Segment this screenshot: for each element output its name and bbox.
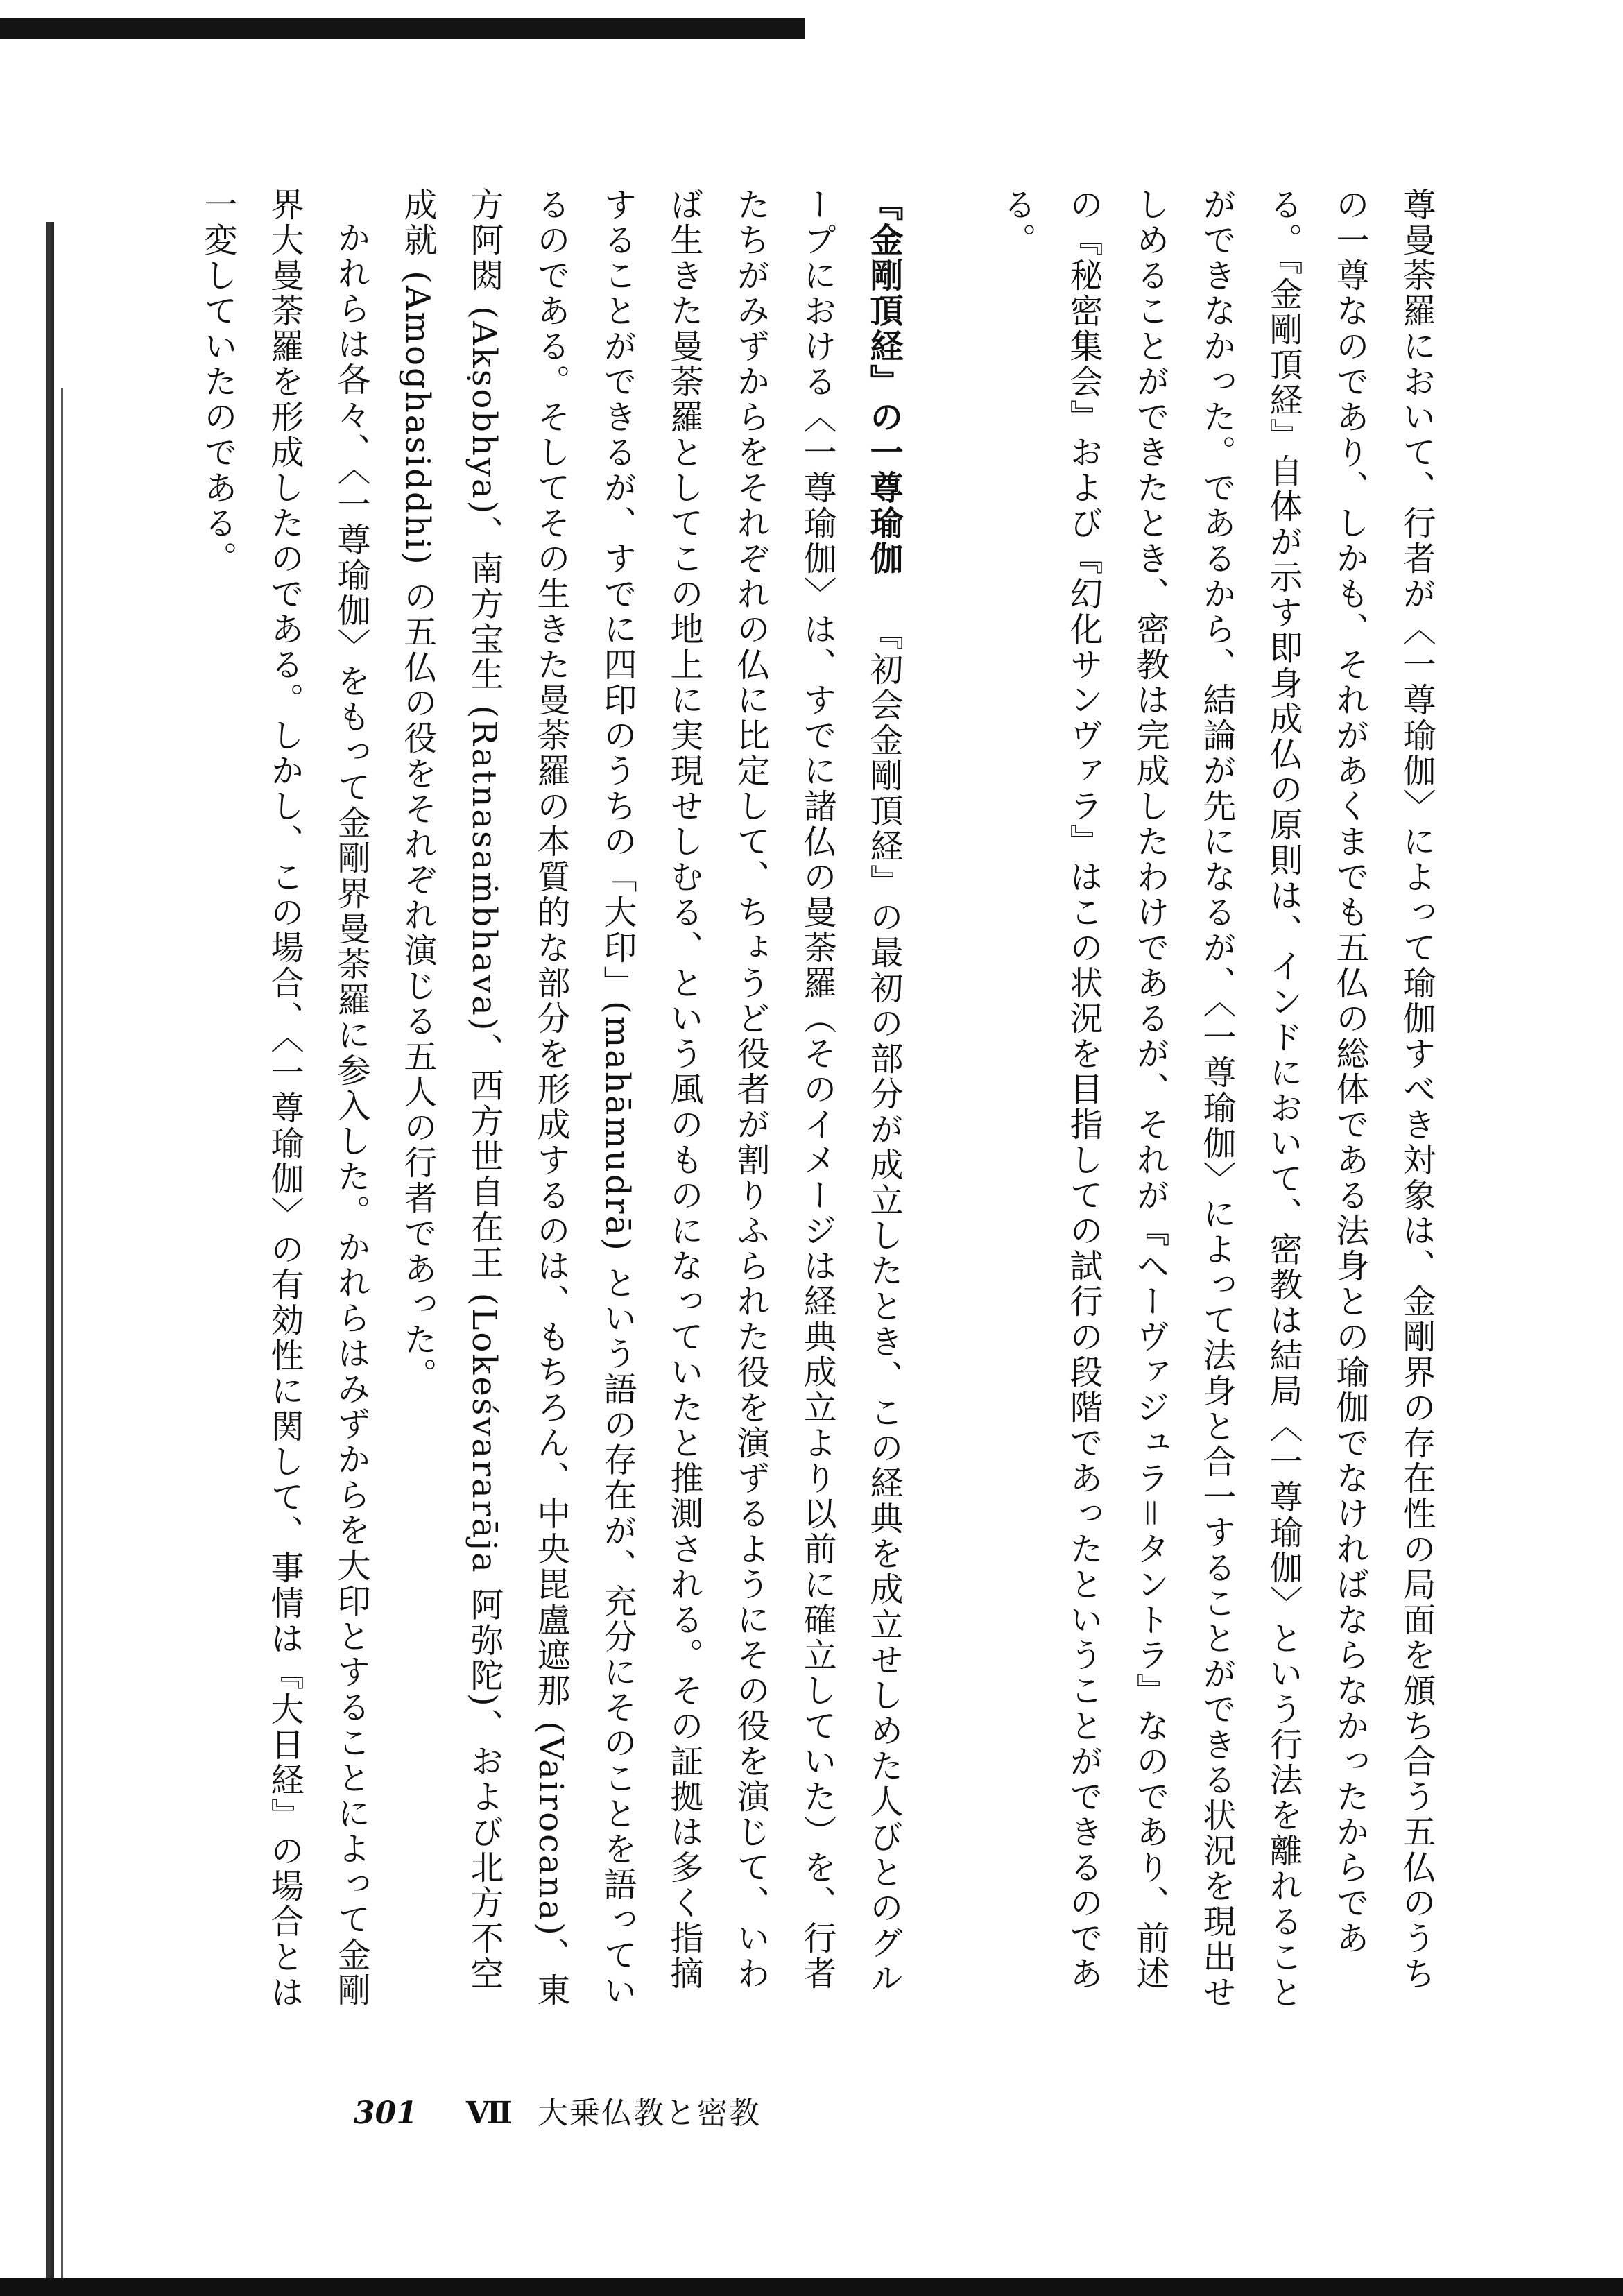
page-footer <box>354 2088 761 2130</box>
chapter-number: Ⅶ <box>465 2096 513 2131</box>
vertical-body-text <box>160 187 1450 2019</box>
scan-bottom-edge <box>0 2278 1623 2296</box>
paragraph-3: かれらは各々、〈一尊瑜伽〉をもって金剛界曼荼羅に参入した。かれらはみずからを大印とすることによって金剛界大曼荼羅を形成したのである。しかし、この場合、〈一尊瑜伽〉の有効性に関して、事情は『大日経』の場合とは一変していたのである。 <box>198 187 370 2010</box>
scan-binding-line <box>61 388 63 2289</box>
paragraph-2-text: 『初会金剛頂経』の最初の部分が成立したとき、この経典を成立せしめた人びとのグループにおける〈一尊瑜伽〉は、すでに諸仏の曼荼羅（そのイメージは経典成立より以前に確立していた）を、行者たちがみずからをそれぞれの仏に比定して、ちょうど役者が割りふられた役を演ずるようにその役を演じて、いわば生きた曼荼羅としてこの地上に実現せしむる、という風のものになっていたと推測される。その証拠は多く指摘することができるが、すでに四印のうちの「大印」(mahāmudrā) という語の存在が、充分にそのことを語っているのである。そしてその生きた曼荼羅の本質的な部分を形成するのは、もちろん、中央毘盧遮那 (Vairocana)、東方阿閦 (Akṣobhya)、南方宝生 (Ratnasaṁbhava)、西方世自在王 (Lokeśvararāja 阿弥陀)、および北方不空成就 (Amoghasiddhi) の五仏の役をそれぞれ演じる五人の行者であった。 <box>398 187 903 2009</box>
page-number: 301 <box>354 2096 418 2131</box>
paragraph-2 <box>384 187 917 2019</box>
section-heading: 『金剛頂経』の一尊瑜伽 <box>864 187 903 576</box>
scan-top-edge <box>0 18 805 39</box>
scan-binding-shadow <box>46 222 54 2296</box>
paragraph-1: 尊曼荼羅において、行者が〈一尊瑜伽〉によって瑜伽すべき対象は、金剛界の存在性の局面を頒ち合う五仏のうちの一尊なのであり、しかも、それがあくまでも五仏の総体である法身との瑜伽でなければならなかったからである。『金剛頂経』自体が示す即身成仏の原則は、インドにおいて、密教は結局〈一尊瑜伽〉という行法を離れることができなかった。であるから、結論が先になるが、〈一尊瑜伽〉によって法身と合一することができる状況を現出せしめることができたとき、密教は完成したわけであるが、それが『ヘーヴァジュラ＝タントラ』なのであり、前述の『秘密集会』および『幻化サンヴァラ』はこの状況を目指しての試行の段階であったということができるのである。 <box>997 187 1436 2010</box>
chapter-title: 大乗仏教と密教 <box>537 2096 761 2131</box>
